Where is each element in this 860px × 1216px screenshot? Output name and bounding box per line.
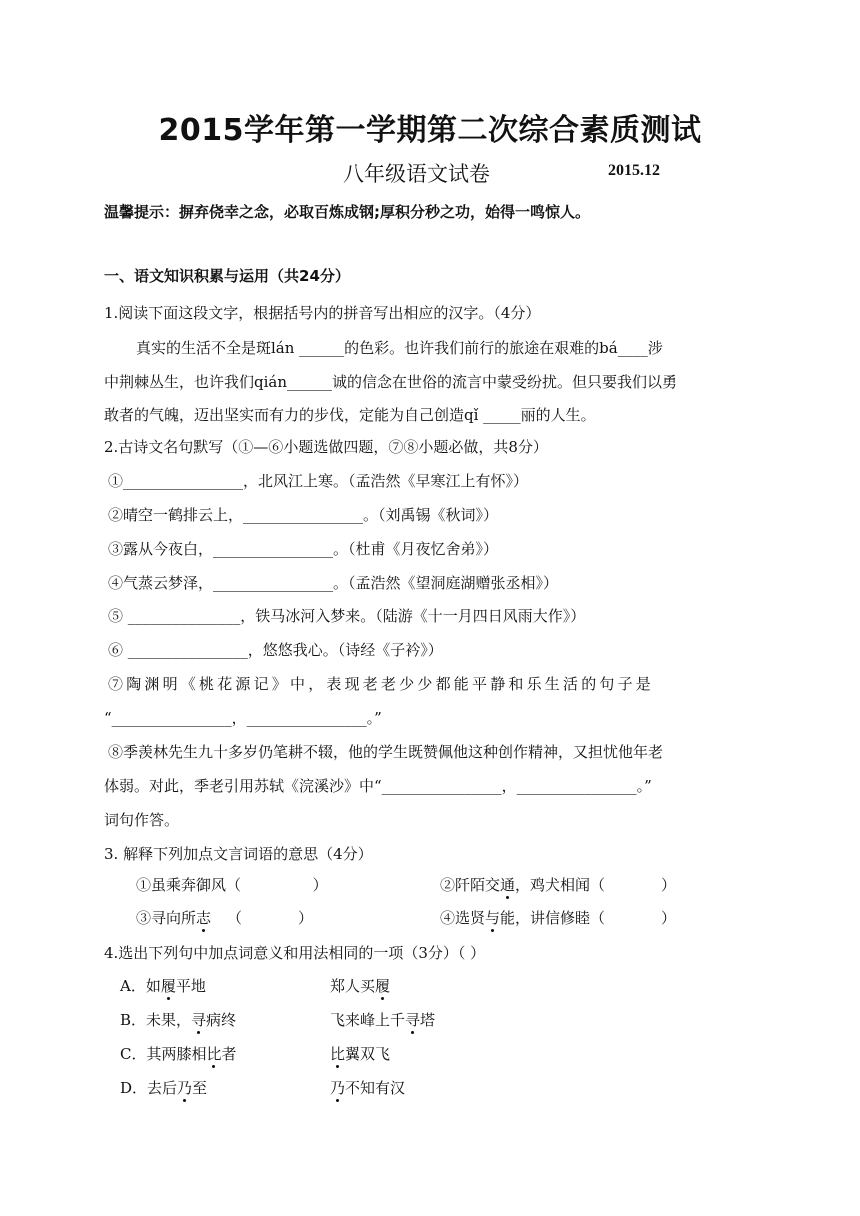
q2-item8-line: 体弱。对此，季老引用苏轼《浣溪沙》中“________________，________________。” <box>104 777 652 795</box>
q4-dotted-word: 寻 <box>405 1011 421 1029</box>
q4-dotted-word: 比 <box>330 1045 346 1063</box>
q3-c-dotted: 志 <box>196 909 212 927</box>
q4-stem: 4.选出下列句中加点词意义和用法相同的一项（3分）（ ） <box>104 944 486 962</box>
exam-date: 2015.12 <box>608 162 660 179</box>
q3-c-open: （ <box>227 909 243 927</box>
q4-option-text: 至 <box>192 1079 208 1097</box>
q3-item-c <box>136 907 313 928</box>
q2-item: ③露从今夜白，________________。（杜甫《月夜忆舍弟》） <box>108 540 499 558</box>
q3-c-text: ③寻向所 <box>136 909 197 927</box>
q4-option-text: 塔 <box>420 1011 436 1029</box>
q1-stem: 1.阅读下面这段文字，根据括号内的拼音写出相应的汉字。（4分） <box>104 304 541 322</box>
q4-option-a-left <box>120 975 206 996</box>
q3-d-text2: 能，讲信修睦（ <box>500 909 606 927</box>
q4-option-c-right <box>330 1043 390 1064</box>
q4-option-label: C．其两膝相 <box>120 1045 207 1063</box>
q4-option-text: 飞来峰上千 <box>330 1011 406 1029</box>
q2-item7-answer-line: “________________，________________。” <box>104 709 382 727</box>
q2-stem: 2.古诗文名句默写（①—⑥小题选做四题，⑦⑧小题必做，共8分） <box>104 438 548 456</box>
q4-dotted-word: 履 <box>160 977 176 995</box>
q4-option-b-left <box>120 1009 236 1030</box>
q3-d-close: ） <box>661 909 677 927</box>
q4-option-text: 不知有汉 <box>345 1079 406 1097</box>
section-heading: 一、语文知识积累与运用（共24分） <box>104 267 350 285</box>
q2-item8-line: ⑧季羡林先生九十多岁仍笔耕不辍，他的学生既赞佩他这种创作精神，又担忧他年老 <box>108 743 664 761</box>
q4-dotted-word: 寻 <box>191 1011 207 1029</box>
q2-item8-line: 词句作答。 <box>104 811 180 829</box>
q2-item: ⑤ _______________，铁马冰河入梦来。（陆游《十一月四日风雨大作》） <box>108 607 586 625</box>
q4-option-text: 者 <box>221 1045 237 1063</box>
q4-option-label: B．未果， <box>120 1011 192 1029</box>
q1-text-line: 中荆棘丛生，也许我们qián______诚的信念在世俗的流言中蒙受纷扰。但只要我们以勇 <box>104 373 678 391</box>
q4-dotted-word: 乃 <box>330 1079 346 1097</box>
q4-option-c-left <box>120 1043 237 1064</box>
q4-option-label: D．去后 <box>120 1079 178 1097</box>
q4-option-b-right <box>330 1009 435 1030</box>
q2-item: ①________________，北风江上寒。（孟浩然《早寒江上有怀》） <box>108 472 529 490</box>
q4-option-label: A．如 <box>120 977 161 995</box>
q1-text-line: 真实的生活不全是斑lán ______的色彩。也许我们前行的旅途在艰难的bá____涉 <box>136 339 663 357</box>
q4-option-d-left <box>120 1077 207 1098</box>
q3-b-text: ②阡陌交 <box>440 876 501 894</box>
q3-a-text: ①虽乘奔御风（ <box>136 876 242 894</box>
exam-title: 2015学年第一学期第二次综合素质测试 <box>158 113 702 148</box>
q3-b-dotted: 通 <box>500 876 516 894</box>
q4-option-text: 病终 <box>206 1011 237 1029</box>
q2-item: ②晴空一鹤排云上，________________。（刘禹锡《秋词》） <box>108 506 499 524</box>
q4-option-text: 平地 <box>175 977 206 995</box>
q2-item7 <box>108 673 758 694</box>
q3-item-d <box>440 907 676 928</box>
q4-dotted-word: 履 <box>375 977 391 995</box>
q4-dotted-word: 比 <box>206 1045 222 1063</box>
warm-tip: 温馨提示：摒弃侥幸之念，必取百炼成钢;厚积分秒之功，始得一鸣惊人。 <box>104 203 591 221</box>
exam-subtitle: 八年级语文试卷 <box>343 162 490 186</box>
q3-b-close: ） <box>661 876 677 894</box>
q1-text-line: 敢者的气魄，迈出坚实而有力的步伐，定能为自己创造qǐ _____丽的人生。 <box>104 406 596 424</box>
q3-c-close: ） <box>298 909 314 927</box>
q2-item: ⑥ ________________，悠悠我心。（诗经《子衿》） <box>108 641 443 659</box>
q2-item7-line: ⑦陶渊明《桃花源记》中，表现老老少少都能平静和乐生活的句子是 <box>108 675 655 693</box>
q3-d-text: ④选贤 <box>440 909 486 927</box>
q4-dotted-word: 乃 <box>177 1079 193 1097</box>
q2-item: ④气蒸云梦泽，________________。（孟浩然《望洞庭湖赠张丞相》） <box>108 574 559 592</box>
q3-b-text2: ，鸡犬相闻（ <box>515 876 606 894</box>
q4-option-d-right <box>330 1077 405 1098</box>
q4-option-text: 翼双飞 <box>345 1045 391 1063</box>
q3-stem: 3. 解释下列加点文言词语的意思（4分） <box>104 845 373 863</box>
q4-option-text: 郑人买 <box>330 977 376 995</box>
q3-item-b <box>440 874 676 895</box>
q4-option-a-right <box>330 975 390 996</box>
q3-a-close: ） <box>312 876 328 894</box>
q3-item-a <box>136 874 328 895</box>
q3-d-dotted: 与 <box>485 909 501 927</box>
